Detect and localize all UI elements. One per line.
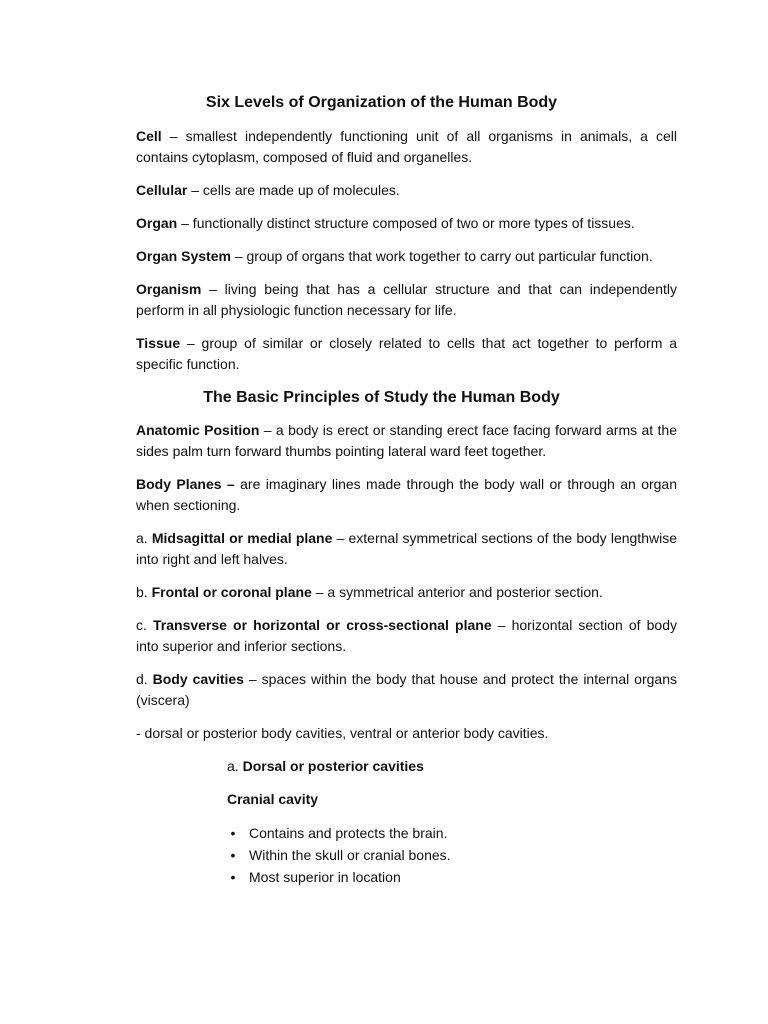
definition-anatomic-position: [136, 420, 677, 462]
bullet-icon: •: [230, 869, 236, 885]
definition-transverse-plane: [136, 615, 677, 657]
term-label: Transverse or horizontal or cross-sectional plane: [153, 617, 492, 633]
section-title-principles: The Basic Principles of Study the Human Body: [203, 389, 560, 406]
section-title-levels: Six Levels of Organization of the Human Body: [205, 94, 558, 111]
definition-cellular: [136, 180, 677, 201]
cavities-note: - dorsal or posterior body cavities, ventral or anterior body cavities.: [136, 725, 549, 741]
list-prefix: a.: [227, 758, 243, 774]
list-item-text: Within the skull or cranial bones.: [249, 847, 451, 863]
list-item-text: Contains and protects the brain.: [249, 825, 448, 841]
definition-text: – functionally distinct structure composed of two or more types of tissues.: [177, 215, 635, 231]
term-label: Organ: [136, 215, 178, 231]
definition-midsagittal-plane: [136, 528, 677, 570]
term-label: Anatomic Position: [136, 422, 260, 438]
definition-cell: [136, 126, 677, 168]
list-prefix: a.: [136, 530, 152, 546]
definition-text: – a body is erect or standing erect face facing forward arms at the sides palm turn forward thumbs pointing lateral ward feet together.: [136, 422, 678, 459]
definition-text: – external symmetrical sections of the body lengthwise into right and left halves.: [136, 530, 677, 567]
dorsal-cavities-heading: [136, 756, 677, 777]
list-prefix: c.: [136, 617, 153, 633]
list-prefix: b.: [136, 584, 152, 600]
definition-organ: [136, 213, 677, 234]
term-label: Body Planes –: [136, 476, 235, 492]
list-item-text: Most superior in location: [249, 869, 401, 885]
term-label: Body cavities: [152, 671, 244, 687]
definition-tissue: [136, 333, 677, 375]
list-prefix: d.: [136, 671, 153, 687]
term-label: Tissue: [136, 335, 181, 351]
definition-text: – spaces within the body that house and protect the internal organs (viscera): [136, 671, 677, 708]
cranial-cavity-section: [136, 789, 677, 888]
definition-organism: [136, 279, 677, 321]
term-label: Cellular: [136, 182, 188, 198]
definition-text: – group of similar or closely related to cells that act together to perform a specific function.: [136, 335, 677, 372]
bullet-icon: •: [230, 847, 236, 863]
definition-body-planes: [136, 474, 677, 516]
definition-text: – horizontal section of body into superior and inferior sections.: [136, 617, 677, 654]
cranial-cavity-heading: Cranial cavity: [227, 791, 319, 807]
term-label: Organ System: [136, 248, 231, 264]
list-item: [227, 822, 677, 844]
bullet-icon: •: [230, 825, 236, 841]
term-label: Cell: [136, 128, 162, 144]
definition-frontal-plane: [136, 582, 677, 603]
list-item: [227, 866, 677, 888]
term-label: Organism: [136, 281, 202, 297]
definition-text: are imaginary lines made through the body wall or through an organ when sectioning.: [136, 476, 677, 513]
definition-body-cavities: [136, 669, 677, 711]
definition-text: – a symmetrical anterior and posterior section.: [311, 584, 603, 600]
definition-organ-system: [136, 246, 677, 267]
term-label: Dorsal or posterior cavities: [242, 758, 424, 774]
document-content: [136, 92, 677, 888]
term-label: Midsagittal or medial plane: [151, 530, 333, 546]
definition-text: – smallest independently functioning unit of all organisms in animals, a cell contains cytoplasm, composed of fluid and organelles.: [136, 128, 677, 165]
definition-text: – living being that has a cellular structure and that can independently perform in all physiologic function necessary for life.: [136, 281, 677, 318]
list-item: [227, 844, 677, 866]
definition-text: – cells are made up of molecules.: [187, 182, 400, 198]
term-label: Frontal or coronal plane: [151, 584, 312, 600]
cranial-cavity-list: [227, 822, 677, 888]
definition-text: – group of organs that work together to carry out particular function.: [230, 248, 653, 264]
